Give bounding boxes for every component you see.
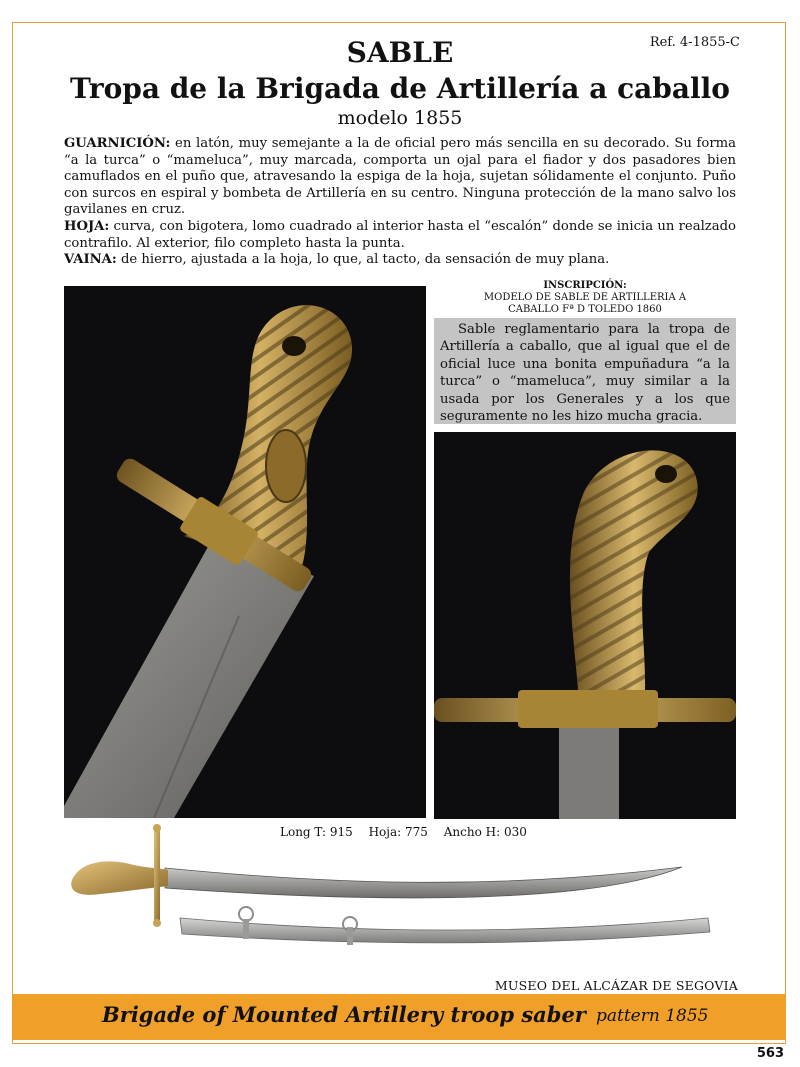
measure-blade-width: Ancho H: 030 [443, 825, 527, 839]
measure-blade-length: Hoja: 775 [368, 825, 428, 839]
museum-credit: MUSEO DEL ALCÁZAR DE SEGOVIA [494, 978, 738, 993]
hilt-photo-left [64, 286, 426, 818]
reference-code: Ref. 4-1855-C [649, 35, 740, 50]
full-saber-image [60, 822, 740, 970]
inscription-line-2: CABALLO Fª D TOLEDO 1860 [508, 304, 662, 315]
page-number: 563 [756, 1046, 784, 1061]
description-hoja: HOJA: curva, con bigotera, lomo cuadrado al interior hasta el “escalón” donde se inicia un realzado contrafilo. Al exterior, filo completo hasta la punta. [64, 218, 736, 251]
measure-total-length: Long T: 915 [280, 825, 353, 839]
english-pattern: pattern 1855 [596, 1006, 709, 1026]
description-block [64, 136, 736, 269]
model-year: modelo 1855 [337, 107, 463, 129]
page-title: SABLE [346, 36, 454, 69]
note-box: Sable reglamentario para la tropa de Artillería a caballo, que al igual que el de oficial luce una bonita empuñadura “a la turca” o “mameluca”, muy similar a la usada por los Generales y a los que seguramente no les hizo mucha gracia. [434, 318, 736, 424]
inscription-line-1: MODELO DE SABLE DE ARTILLERIA A [483, 292, 687, 303]
page-subtitle: Tropa de la Brigada de Artillería a caballo [70, 72, 730, 105]
english-title: Brigade of Mounted Artillery troop saber [102, 1002, 586, 1027]
description-guarnicion: GUARNICIÓN: en latón, muy semejante a la de oficial pero más sencilla en su decorado. Su forma “a la turca” o “mameluca”, muy marcada, comporta un ojal para el fiador y dos pasadores bien camuflados en el puño que, atravesando la espiga de la hoja, sujetan sólidamente el conjunto. Puño con surcos en espiral y bombeta de Artillería en su centro. Ninguna protección de la mano salvo los gavilanes en cruz. [64, 136, 736, 218]
inscription-title: INSCRIPCIÓN: [543, 280, 627, 291]
description-vaina: VAINA: de hierro, ajustada a la hoja, lo que, al tacto, da sensación de muy plana. [64, 252, 610, 268]
saber-and-scabbard-illustration [60, 822, 740, 970]
grip-detail-illustration [434, 432, 736, 819]
saber-hilt-illustration [64, 286, 426, 818]
hilt-photo-right [434, 432, 736, 819]
